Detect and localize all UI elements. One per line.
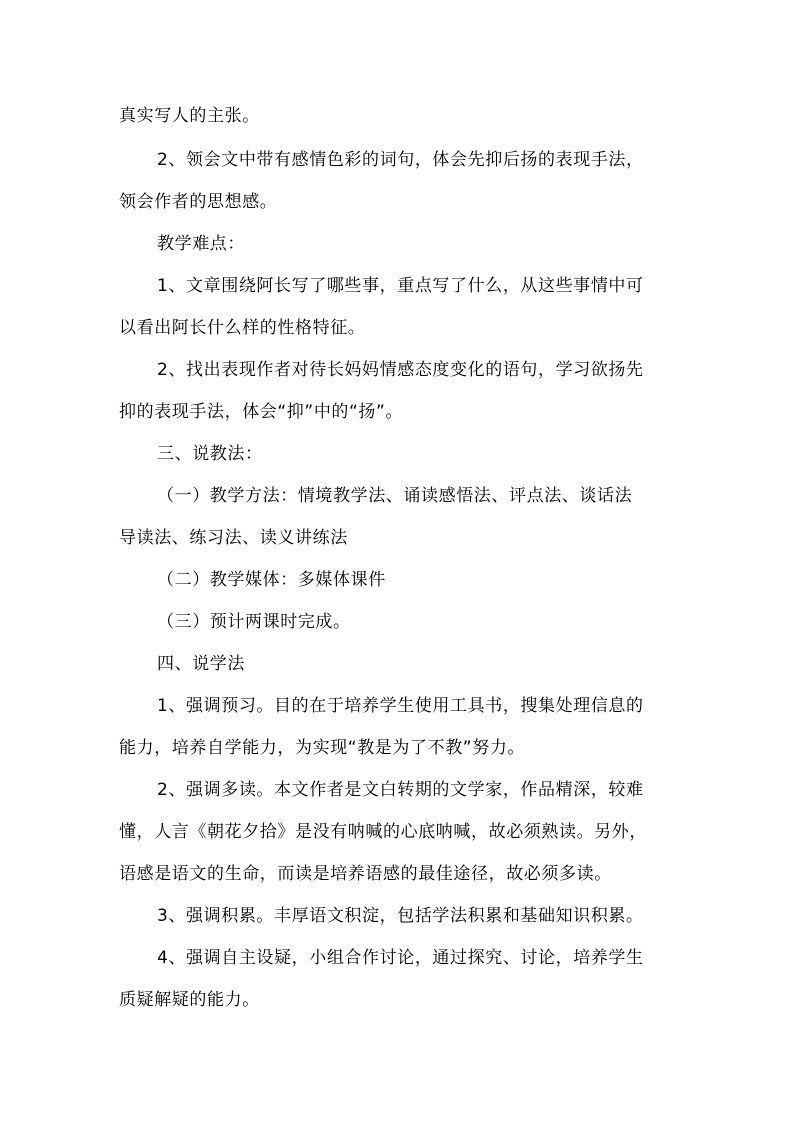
text-line: 3、强调积累。丰厚语文积淀，包括学法积累和基础知识积累。 — [157, 906, 644, 926]
section-heading: 教学难点： — [157, 234, 245, 254]
text-line: 语感是语文的生命，而读是培养语感的最佳途径，故必须多读。 — [119, 864, 612, 884]
text-line: 懂，人言《朝花夕拾》是没有呐喊的心底呐喊，故必须熟读。另外， — [119, 822, 647, 842]
text-line: 1、强调预习。目的在于培养学生使用工具书，搜集处理信息的 — [157, 696, 644, 716]
text-line: （三）预计两课时完成。 — [157, 612, 351, 632]
section-heading: 三、说教法： — [157, 444, 263, 464]
text-line: 以看出阿长什么样的性格特征。 — [119, 318, 366, 338]
text-line: 4、强调自主设疑，小组合作讨论，通过探究、讨论，培养学生 — [157, 948, 644, 968]
text-line: 2、领会文中带有感情色彩的词句，体会先抑后扬的表现手法， — [157, 150, 644, 170]
text-line: 真实写人的主张。 — [119, 106, 260, 126]
text-line: （二）教学媒体：多媒体课件 — [157, 570, 386, 590]
text-line: 1、文章围绕阿长写了哪些事，重点写了什么，从这些事情中可 — [157, 276, 644, 296]
section-heading: 四、说学法 — [157, 654, 245, 674]
text-line: 抑的表现手法，体会“抑”中的“扬”。 — [119, 402, 404, 422]
text-line: 2、找出表现作者对待长妈妈情感态度变化的语句，学习欲扬先 — [157, 360, 644, 380]
text-line: 质疑解疑的能力。 — [119, 990, 260, 1010]
text-line: 导读法、练习法、读义讲练法 — [119, 528, 348, 548]
text-line: 能力，培养自学能力，为实现“教是为了不教”努力。 — [119, 738, 526, 758]
text-line: 领会作者的思想感。 — [119, 192, 278, 212]
text-line: 2、强调多读。本文作者是文白转期的文学家，作品精深，较难 — [157, 780, 644, 800]
text-line: （一）教学方法：情境教学法、诵读感悟法、评点法、谈话法 — [157, 486, 633, 506]
